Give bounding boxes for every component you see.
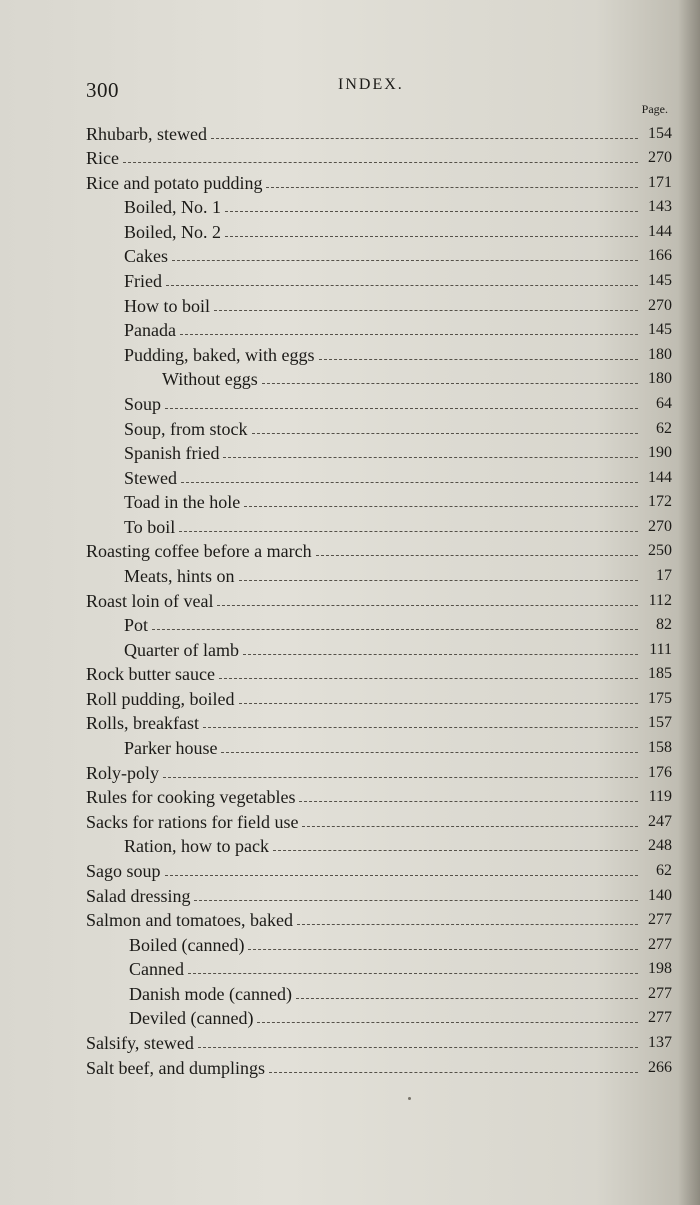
dot-leader [181,482,638,483]
entry-label: Soup [124,393,162,414]
dot-leader [219,678,638,679]
entry-label: Stewed [124,467,177,488]
entry-page-number: 137 [648,1033,672,1051]
dot-leader [152,629,638,630]
index-entry [86,1054,672,1079]
dot-leader [244,506,638,507]
entry-page-number: 248 [648,837,672,855]
index-entry [86,857,672,882]
entry-page-number: 270 [648,296,672,314]
dot-leader [123,162,638,163]
dot-leader [248,949,638,950]
dot-leader [243,654,638,655]
index-entry [86,808,672,833]
entry-page-number: 144 [648,222,672,240]
page-column-label: Page. [641,102,668,116]
index-entry [86,562,672,587]
dot-leader [217,605,638,606]
entry-label: Pot [124,615,149,636]
dot-leader [296,998,638,999]
index-entry [86,145,672,170]
index-entry [86,956,672,981]
index-entry [86,882,672,907]
index-entry [86,833,672,858]
index-entry [86,980,672,1005]
entry-label: Toad in the hole [124,492,241,513]
index-entry [86,538,672,563]
entry-page-number: 190 [648,444,672,462]
entry-page-number: 198 [648,960,672,978]
index-entry [86,194,672,219]
entry-page-number: 270 [648,517,672,535]
dot-leader [252,433,639,434]
entry-label: Canned [129,959,184,980]
entry-label: Salsify, stewed [86,1032,194,1053]
entry-page-number: 172 [648,493,672,511]
entry-label: Danish mode (canned) [129,983,292,1004]
index-entry [86,415,672,440]
index-entry [86,317,672,342]
entry-page-number: 145 [648,321,672,339]
entry-label: Rock butter sauce [86,664,215,685]
dot-leader [188,973,638,974]
index-entry [86,169,672,194]
entry-label: Rules for cooking vegetables [86,787,296,808]
index-entry [86,661,672,686]
entry-label: Roasting coffee before a march [86,541,312,562]
dot-leader [316,555,638,556]
dot-leader [257,1022,638,1023]
entry-page-number: 17 [656,566,672,584]
dot-leader [269,1072,638,1073]
entry-label: Quarter of lamb [124,639,239,660]
entry-page-number: 277 [648,1009,672,1027]
index-entry [86,759,672,784]
entry-page-number: 250 [648,542,672,560]
index-entry [86,784,672,809]
entry-label: Salt beef, and dumplings [86,1057,265,1078]
index-entries [86,120,672,1079]
entry-page-number: 62 [656,419,672,437]
index-entry [86,907,672,932]
entry-label: Panada [124,320,176,341]
entry-label: To boil [124,516,176,537]
index-entry [86,341,672,366]
entry-label: Boiled, No. 1 [124,197,221,218]
entry-label: Ration, how to pack [124,836,269,857]
entry-label: Boiled (canned) [129,934,245,955]
entry-label: Spanish fried [124,443,220,464]
dot-leader [165,408,638,409]
dot-leader [273,850,638,851]
entry-label: Rice and potato pudding [86,172,263,193]
dot-leader [165,875,638,876]
index-entry [86,1005,672,1030]
index-entry [86,243,672,268]
entry-label: Rhubarb, stewed [86,123,207,144]
entry-label: Deviled (canned) [129,1008,254,1029]
entry-label: Sago soup [86,860,161,881]
entry-page-number: 145 [648,272,672,290]
entry-page-number: 154 [648,124,672,142]
dot-leader [221,752,638,753]
dot-leader [179,531,638,532]
entry-label: Pudding, baked, with eggs [124,344,315,365]
entry-page-number: 180 [648,370,672,388]
entry-label: Roast loin of veal [86,590,214,611]
entry-page-number: 277 [648,911,672,929]
entry-label: Rolls, breakfast [86,713,199,734]
entry-label: Parker house [124,738,218,759]
entry-page-number: 171 [648,173,672,191]
entry-page-number: 144 [648,468,672,486]
entry-page-number: 277 [648,984,672,1002]
index-entry [86,710,672,735]
entry-page-number: 175 [648,689,672,707]
entry-label: Salad dressing [86,885,191,906]
dot-leader [225,211,638,212]
entry-label: Cakes [124,246,168,267]
entry-label: Salmon and tomatoes, baked [86,910,293,931]
dot-leader [194,900,638,901]
dot-leader [299,801,638,802]
entry-page-number: 157 [648,714,672,732]
print-speck [408,1097,411,1100]
entry-page-number: 111 [649,640,672,658]
index-entry [86,685,672,710]
entry-page-number: 112 [648,591,672,609]
dot-leader [172,260,638,261]
index-entry [86,931,672,956]
dot-leader [163,777,638,778]
entry-page-number: 140 [648,886,672,904]
index-entry [86,513,672,538]
entry-page-number: 82 [656,616,672,634]
dot-leader [223,457,638,458]
index-entry [86,734,672,759]
entry-page-number: 180 [648,345,672,363]
page-gutter-shadow [678,0,700,1205]
entry-label: Meats, hints on [124,565,235,586]
index-entry [86,292,672,317]
index-entry [86,1029,672,1054]
entry-page-number: 62 [656,861,672,879]
dot-leader [319,359,639,360]
dot-leader [180,334,638,335]
entry-label: Sacks for rations for field use [86,811,299,832]
entry-page-number: 270 [648,149,672,167]
running-head: INDEX. [338,76,404,93]
index-entry [86,267,672,292]
entry-label: Boiled, No. 2 [124,221,221,242]
entry-label: Rice [86,148,119,169]
dot-leader [198,1047,638,1048]
dot-leader [239,703,639,704]
dot-leader [262,383,638,384]
entry-page-number: 185 [648,665,672,683]
dot-leader [266,187,638,188]
entry-label: Roly-poly [86,762,160,783]
entry-page-number: 119 [648,788,672,806]
dot-leader [203,727,638,728]
index-entry [86,636,672,661]
dot-leader [211,138,638,139]
entry-page-number: 277 [648,935,672,953]
entry-page-number: 143 [648,198,672,216]
index-entry [86,120,672,145]
index-entry [86,464,672,489]
page-number: 300 [86,78,119,102]
dot-leader [297,924,638,925]
dot-leader [239,580,639,581]
entry-page-number: 266 [648,1058,672,1076]
index-entry [86,390,672,415]
index-entry [86,489,672,514]
entry-page-number: 64 [656,394,672,412]
index-entry [86,440,672,465]
index-entry [86,218,672,243]
index-entry [86,612,672,637]
entry-page-number: 158 [648,739,672,757]
entry-page-number: 247 [648,812,672,830]
entry-page-number: 176 [648,763,672,781]
entry-page-number: 166 [648,247,672,265]
entry-label: Fried [124,271,162,292]
dot-leader [225,236,638,237]
index-entry [86,587,672,612]
dot-leader [166,285,638,286]
entry-label: Roll pudding, boiled [86,688,235,709]
dot-leader [214,310,638,311]
entry-label: How to boil [124,295,211,316]
entry-label: Soup, from stock [124,418,248,439]
entry-label: Without eggs [162,369,258,390]
dot-leader [302,826,638,827]
index-entry [86,366,672,391]
